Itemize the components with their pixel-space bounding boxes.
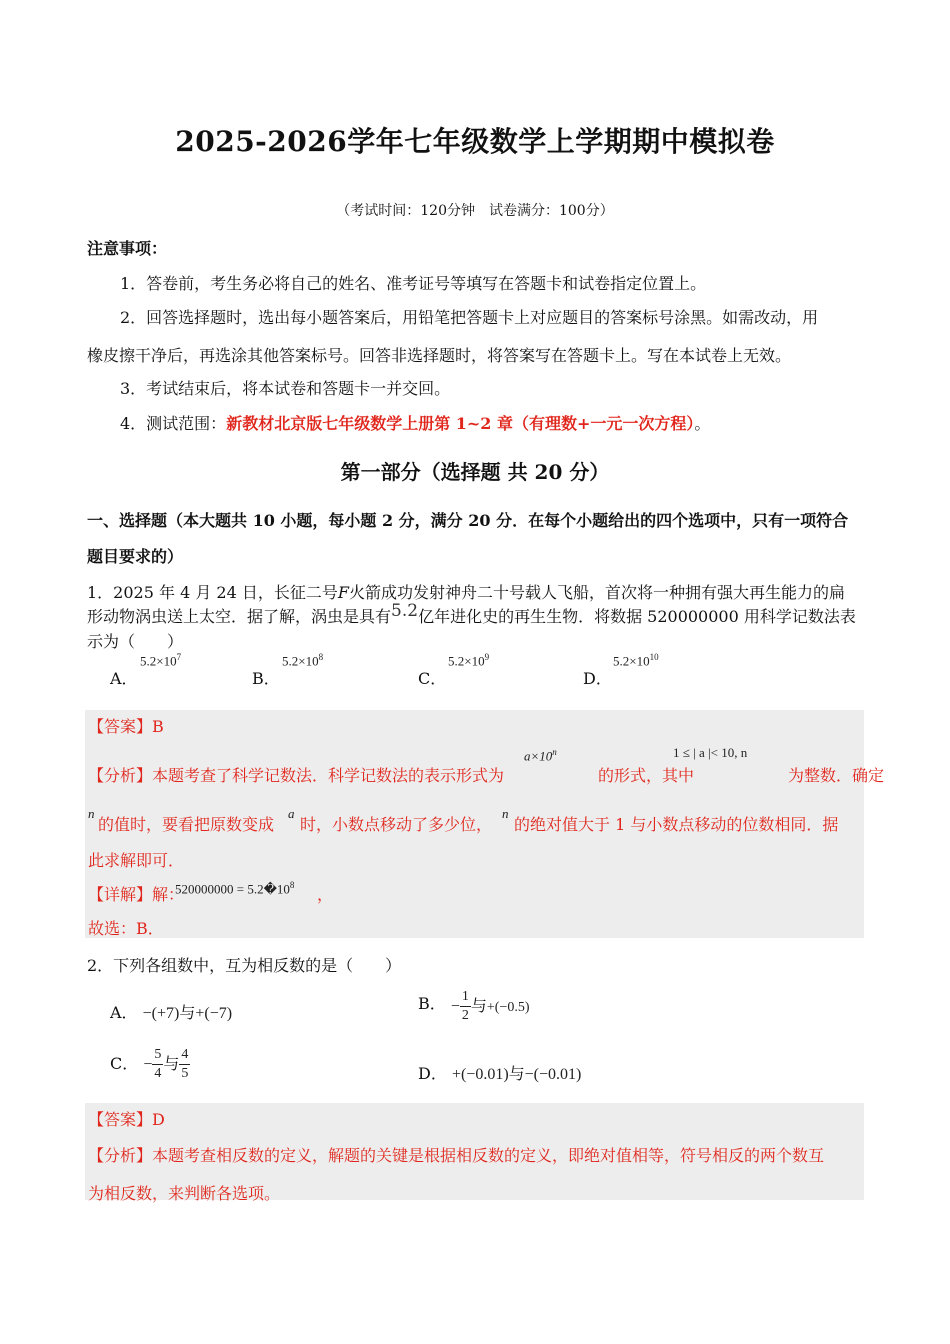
- notice-item-4-prefix: 4．测试范围：: [120, 414, 227, 433]
- q2-option-c-num-2: 4: [179, 1046, 190, 1065]
- q1-number: 5.2: [391, 601, 419, 621]
- q1-analysis-text-5: 时，小数点移动了多少位，: [300, 815, 493, 834]
- q1-option-c-base: 5.2×10: [448, 653, 485, 669]
- q2-answer-value: D: [152, 1110, 165, 1129]
- q2-option-a-connector: 与: [179, 1003, 196, 1022]
- q2-option-b-minus: −: [450, 998, 460, 1015]
- q2-option-d-right: −(−0.01): [524, 1066, 582, 1083]
- q1-answer-tag: 【答案】: [88, 717, 153, 736]
- notice-item-4: [120, 411, 710, 434]
- q1-option-c-label: C．: [418, 669, 447, 688]
- q2-option-b-den: 2: [461, 1008, 469, 1023]
- q2-option-c: [110, 1046, 190, 1083]
- q2-option-c-den-1: 4: [154, 1066, 162, 1081]
- q1-conclusion: 故选：B．: [88, 919, 164, 938]
- q2-analysis-line-2: 为相反数，来判断各选项。: [88, 1184, 281, 1203]
- q1-analysis-line-1: [88, 763, 504, 786]
- q1-line-2-b: 亿年进化史的再生生物．将数据 520000000 用科学记数法表: [418, 607, 856, 626]
- q2-option-c-den-2: 5: [181, 1066, 189, 1081]
- q2-analysis-tag: 【分析】: [88, 1146, 153, 1165]
- q2-option-d-connector: 与: [508, 1064, 525, 1083]
- q2-option-c-label: C．: [110, 1054, 139, 1073]
- q1-answer: [88, 714, 164, 737]
- q1-analysis-text-1: 本题考查了科学记数法．科学记数法的表示形式为: [152, 766, 505, 785]
- q1-option-a-exp: 7: [176, 652, 182, 662]
- notice-item-3: 3．考试结束后，将本试卷和答题卡一并交回。: [120, 379, 451, 398]
- notice-item-2-line-1: 2．回答选择题时，选出每小题答案后，用铅笔把答题卡上对应题目的答案标号涂黑。如需改动，用: [120, 308, 819, 327]
- q1-line-2: [87, 601, 856, 627]
- q1-option-d-value: [613, 652, 659, 669]
- q1-n-symbol-1: n: [88, 806, 95, 821]
- q2-option-a-left: −(+7): [142, 1005, 180, 1022]
- q1-option-d-label: D．: [583, 669, 612, 688]
- q1-option-a-value: [140, 652, 181, 669]
- page-title: 2025-2026学年七年级数学上学期期中模拟卷: [175, 125, 775, 158]
- exam-info: （考试时间：120分钟 试卷满分：100分）: [336, 203, 614, 219]
- q2-option-b-right: +(−0.5): [486, 1000, 530, 1015]
- section-title: 第一部分（选择题 共 20 分）: [340, 460, 610, 484]
- q2-analysis-text-1: 本题考查相反数的定义，解题的关键是根据相反数的定义，即绝对值相等，符号相反的两个数互: [152, 1146, 825, 1165]
- q1-rocket-letter: F: [337, 583, 349, 602]
- q1-option-c-exp: 9: [484, 652, 490, 662]
- q1-detail-exp: 8: [289, 880, 295, 890]
- q1-condition: 1 ≤ | a |< 10, n: [673, 745, 748, 760]
- notice-item-2-line-2: 橡皮擦干净后，再选涂其他答案标号。回答非选择题时，将答案写在答题卡上。写在本试卷上无效。: [87, 346, 792, 365]
- q1-analysis-text-7: 此求解即可．: [88, 851, 185, 870]
- q1-formula: [524, 747, 557, 764]
- q2-option-c-num-1: 5: [152, 1046, 163, 1065]
- q2-question: 2．下列各组数中，互为相反数的是（ ）: [87, 956, 402, 975]
- q2-option-c-fraction-1: [152, 1046, 163, 1083]
- section-intro-line-1: 一、选择题（本大题共 10 小题，每小题 2 分，满分 20 分．在每个小题给出的四个选项中，只有一项符合: [87, 511, 849, 530]
- q1-detail-comma: ，: [317, 885, 334, 904]
- q1-option-b-value: [282, 652, 323, 669]
- q2-option-c-minus: −: [143, 1056, 153, 1073]
- q1-option-a-label: A．: [110, 669, 138, 688]
- q1-line-1: [87, 580, 845, 603]
- q1-option-b-label: B．: [252, 669, 280, 688]
- q2-option-c-connector: 与: [163, 1054, 180, 1073]
- q1-analysis-text-2: 的形式，其中: [598, 766, 695, 785]
- q1-analysis-text-4: 的值时，要看把原数变成: [98, 815, 275, 834]
- q2-option-b-num: 1: [460, 988, 471, 1007]
- q1-option-c-value: [448, 652, 489, 669]
- q1-option-b-base: 5.2×10: [282, 653, 319, 669]
- q1-line-1-a: 1．2025 年 4 月 24 日，长征二号: [87, 583, 338, 602]
- q1-detail-text: 解：: [152, 885, 185, 904]
- q2-option-d-label: D．: [418, 1064, 447, 1083]
- q2-option-b-label: B．: [418, 994, 446, 1013]
- q1-analysis-text-3: 为整数．确定: [788, 766, 885, 785]
- q1-option-d-base: 5.2×10: [613, 653, 650, 669]
- q1-formula-base: a×10: [524, 748, 553, 764]
- q2-option-a-label: A．: [110, 1003, 138, 1022]
- q2-option-b: [418, 988, 530, 1025]
- q1-line-3: 示为（ ）: [87, 632, 184, 651]
- section-intro-line-2: 题目要求的）: [87, 547, 184, 566]
- q1-option-b-exp: 8: [318, 652, 324, 662]
- notice-item-4-suffix: 。: [694, 414, 711, 433]
- q2-answer-tag: 【答案】: [88, 1110, 153, 1129]
- q1-line-2-a: 形动物涡虫送上太空．据了解，涡虫是具有: [87, 607, 392, 626]
- q1-formula-exp: n: [552, 747, 557, 757]
- q2-option-b-fraction: [460, 988, 471, 1025]
- q1-a-symbol: a: [288, 806, 295, 821]
- q1-line-1-b: 火箭成功发射神舟二十号载人飞船，首次将一种拥有强大再生能力的扁: [348, 583, 845, 602]
- q1-detail-tag: 【详解】: [88, 885, 153, 904]
- q1-analysis-text-6: 的绝对值大于 1 与小数点移动的位数相同．据: [514, 815, 839, 834]
- q1-detail: [88, 882, 184, 905]
- q1-option-a-base: 5.2×10: [140, 653, 177, 669]
- test-range: 新教材北京版七年级数学上册第 1~2 章（有理数+一元一次方程）: [226, 414, 695, 433]
- q2-option-d-left: +(−0.01): [451, 1066, 509, 1083]
- q2-option-a-right: +(−7): [195, 1005, 233, 1022]
- q1-analysis-tag: 【分析】: [88, 766, 153, 785]
- q2-option-c-fraction-2: [179, 1046, 190, 1083]
- q2-answer: [88, 1107, 165, 1130]
- q1-n-symbol-2: n: [502, 806, 509, 821]
- q2-analysis-line-1: [88, 1143, 824, 1166]
- q2-option-a: [110, 1000, 232, 1023]
- q1-detail-formula: [175, 880, 294, 897]
- notice-heading: 注意事项：: [87, 239, 168, 258]
- q1-detail-formula-text: 520000000 = 5.2�10: [175, 881, 290, 897]
- notice-item-1: 1．答卷前，考生务必将自己的姓名、准考证号等填写在答题卡和试卷指定位置上。: [120, 274, 707, 293]
- q2-option-d: [418, 1061, 581, 1084]
- q1-option-d-exp: 10: [649, 652, 659, 662]
- q2-option-b-connector: 与: [470, 996, 487, 1015]
- q1-answer-value: B: [152, 717, 164, 736]
